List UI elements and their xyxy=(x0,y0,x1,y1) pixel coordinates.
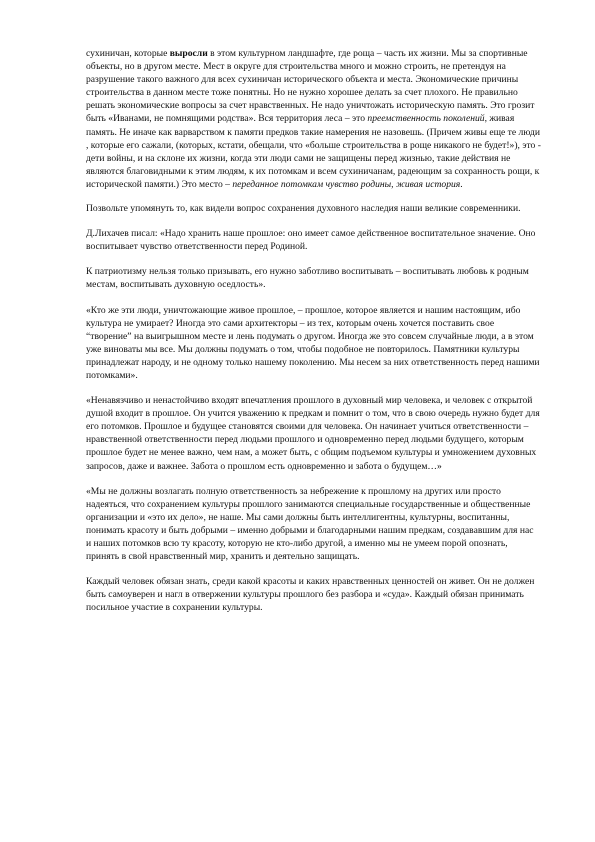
italic-run: переданное потомкам чувство родины, живая история xyxy=(232,178,461,190)
text-run: , живая память. Не иначе как варварством к памяти предков такие намерения не назовешь. (Причем живы еще те люди , которые его сажали, (которых, кстати, обещали, что «больше строительства в роще никакого не будет!»), это - дети войны, и на склоне их жизни, когда эти люди сами не защищены перед жизнью, такие действия не являются благовидными к этим людям, к их потомкам и всем сухиничанам, радеющим за сохранность рощи, к исторической памяти.) Это место – xyxy=(86,113,541,190)
text-run: «Ненавязчиво и ненастойчиво входят впечатления прошлого в духовный мир человека, и человек с открытой душой входит в прошлое. Он учится уважению к предкам и помнит о том, что в свою очередь нужно будет для его потомков. Прошлое и будущее становятся своими для человека. Он начинает учиться ответственности – нравственной ответственности перед людьми прошлого и одновременно перед людьми будущего, которым прошлое будет не менее важно, чем нам, а может быть, с общим подъемом культуры и умножением духовных запросов, даже и важнее. Забота о прошлом есть одновременно и забота о будущем…» xyxy=(86,395,540,472)
paragraph-intro-contemporaries xyxy=(86,202,541,215)
paragraph-patriotism xyxy=(86,265,541,291)
text-run: «Кто же эти люди, уничтожающие живое прошлое, – прошлое, которое является и нашим настоящим, ибо культура не умирает? Иногда это сами архитекторы – из тех, которым очень хочется поставить свое “творение” на выигрышном месте и лень подумать о другом. Иногда же это совсем случайные люди, а в этом уже виноваты мы все. Мы должны подумать о том, чтобы подобное не повторилось. Памятники культуры принадлежат народу, и не одному только нашему поколению. Мы несем за них ответственность перед нашими потомками». xyxy=(86,304,540,381)
paragraph-who-destroys xyxy=(86,304,541,383)
italic-run: преемственность поколений xyxy=(367,113,485,125)
text-run: Позвольте упомянуть то, как видели вопрос сохранения духовного наследия наши великие современники. xyxy=(86,203,521,215)
text-run: сухиничан, которые xyxy=(86,48,170,59)
text-run: . xyxy=(460,178,463,190)
text-run: в этом культурном ландшафте, где роща – часть их жизни. Мы за спортивные объекты, но в другом месте. Мест в округе для строительства много и можно строить, не претендуя на разрушение такого важного для всех сухиничан исторического объекта и места. Экономические причины строительства в данном месте тоже понятны. Но не нужно хорошее делать за счет плохого. Не правильно решать экономические вопросы за счет нравственных. Не надо уничтожать историческую память. Это грозит быть «Иванами, не помнящими родства». Вся территория леса – это xyxy=(86,48,535,125)
paragraph-likhachev-quote xyxy=(86,227,541,253)
paragraph-impressions-of-past xyxy=(86,394,541,473)
text-run: Д.Лихачев писал: «Надо хранить наше прошлое: оно имеет самое действенное воспитательное значение. Оно воспитывает чувство ответственности перед Родиной. xyxy=(86,228,536,253)
text-run: К патриотизму нельзя только призывать, его нужно заботливо воспитывать – воспитывать любовь к родным местам, воспитывать духовную оседлость». xyxy=(86,266,529,291)
text-run: Каждый человек обязан знать, среди какой красоты и каких нравственных ценностей он живет. Он не должен быть самоуверен и нагл в отвержении культуры прошлого без разбора и «суда». Каждый обязан принимать посильное участие в сохранении культуры. xyxy=(86,576,535,614)
bold-run: выросли xyxy=(169,48,208,59)
text-run: «Мы не должны возлагать полную ответственность за небрежение к прошлому на других или просто надеяться, что сохранением культуры прошлого занимаются специальные государственные и общественные организации и «это их дело», не наше. Мы сами должны быть интеллигентны, культурны, воспитанны, понимать красоту и быть добрыми – именно добрыми и благодарными нашим предкам, создававшим для нас и наших потомков всю ту красоту, которую не кто-либо другой, а именно мы не умеем порой опознать, принять в свой нравственный мир, хранить и деятельно защищать. xyxy=(86,485,534,563)
paragraph-responsibility xyxy=(86,485,541,564)
paragraph-grove-history xyxy=(86,47,541,191)
paragraph-everyone-must-know xyxy=(86,575,541,614)
